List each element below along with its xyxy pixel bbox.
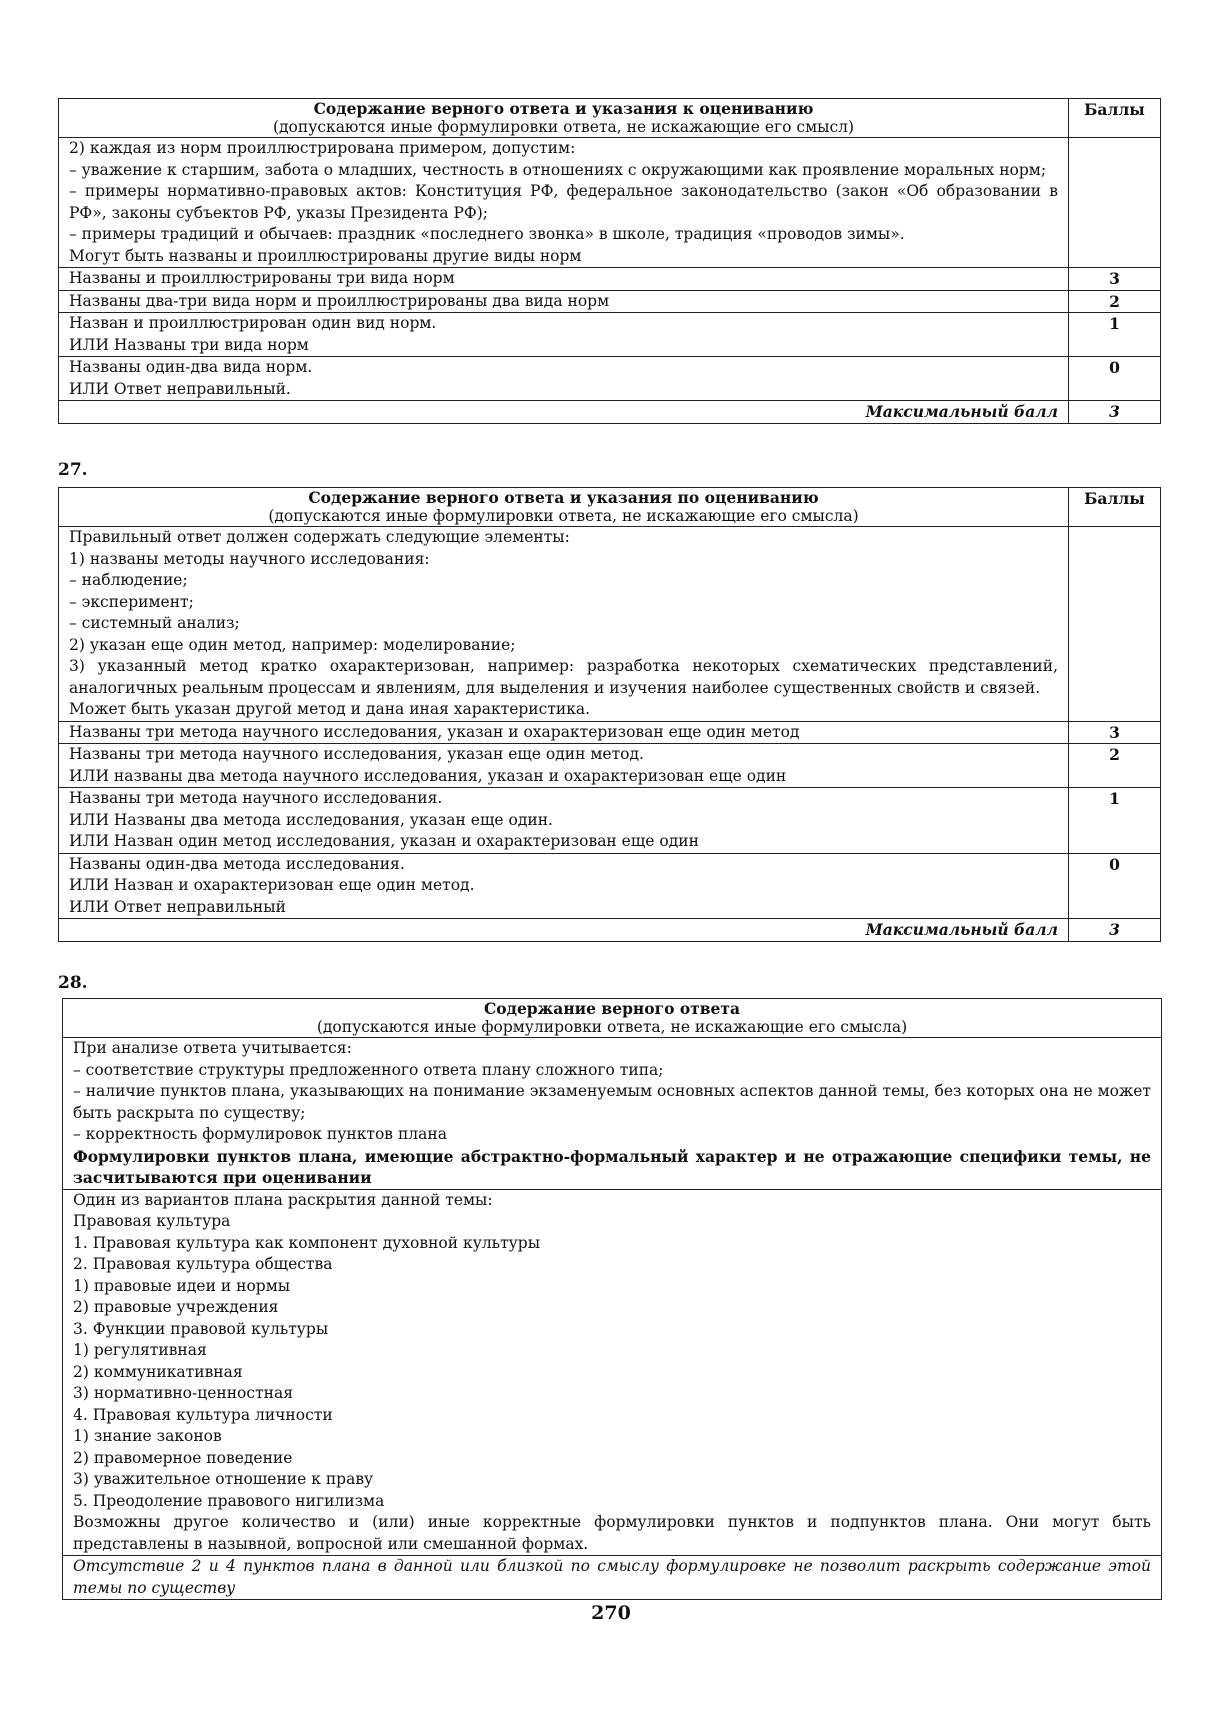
- content-row: [59, 527, 1161, 722]
- score-cell: 1: [1069, 313, 1161, 357]
- criteria-row: [59, 721, 1161, 744]
- score-cell: 2: [1069, 744, 1161, 788]
- score-cell: 0: [1069, 357, 1161, 401]
- criteria-line: Названы три метода научного исследования, указан и охарактеризован еще один метод: [69, 722, 800, 741]
- plan-line: Правовая культура: [73, 1212, 231, 1230]
- table-27: [58, 487, 1160, 942]
- table-28: [62, 998, 1162, 1600]
- content-row: [59, 138, 1161, 268]
- criteria-line: ИЛИ Назван один метод исследования, указан и охарактеризован еще один: [69, 832, 699, 850]
- content-line: – примеры традиций и обычаев: праздник «последнего звонка» в школе, традиция «проводов зимы».: [69, 225, 905, 243]
- analysis-line: – корректность формулировок пунктов плана: [73, 1125, 447, 1143]
- content-line: 3) указанный метод кратко охарактеризован, например: разработка некоторых схематических представлений, аналогичных реальным процессам и явлениям, для выделения и изучения наиболее существенных свойств и связей.: [69, 657, 1058, 697]
- plan-line: Один из вариантов плана раскрытия данной темы:: [73, 1190, 493, 1209]
- plan-row: [63, 1189, 1162, 1556]
- score-cell: 1: [1069, 788, 1161, 854]
- criteria-row: [59, 744, 1161, 788]
- plan-line: 1. Правовая культура как компонент духовной культуры: [73, 1233, 541, 1252]
- content-line: – наблюдение;: [69, 571, 188, 589]
- header-note: (допускаются иные формулировки ответа, не искажающие его смысл): [272, 118, 855, 136]
- plan-line: 2. Правовая культура общества: [73, 1255, 333, 1273]
- analysis-line: – соответствие структуры предложенного ответа плану сложного типа;: [73, 1060, 664, 1079]
- italic-note: Отсутствие 2 и 4 пунктов плана в данной или близкой по смыслу формулировке не позволит раскрыть содержание этой темы по существу: [73, 1557, 1151, 1597]
- criteria-line: ИЛИ названы два метода научного исследования, указан и охарактеризован еще один: [69, 766, 787, 785]
- plan-line: 3) нормативно-ценностная: [73, 1384, 293, 1402]
- content-line: – уважение к старшим, забота о младших, честность в отношениях с окружающими как проявление моральных норм;: [69, 160, 1047, 179]
- content-line: 1) названы методы научного исследования:: [69, 549, 430, 568]
- criteria-line: Названы три метода научного исследования.: [69, 789, 443, 807]
- analysis-line: При анализе ответа учитывается:: [73, 1039, 352, 1057]
- criteria-row: [59, 313, 1161, 357]
- header-title: Содержание верного ответа: [483, 999, 741, 1018]
- score-cell: 3: [1069, 721, 1161, 744]
- table-26: [58, 98, 1160, 424]
- plan-line: 2) коммуникативная: [73, 1362, 243, 1381]
- criteria-row: [59, 853, 1161, 919]
- content-line: – примеры нормативно-правовых актов: Конституция РФ, федеральное законодательство (закон «Об образовании в РФ», законы субъектов РФ, указы Президента РФ);: [69, 182, 1058, 222]
- criteria-line: Назван и проиллюстрирован один вид норм.: [69, 314, 437, 332]
- plan-line: 2) правомерное поведение: [73, 1448, 293, 1467]
- score-cell: 0: [1069, 853, 1161, 919]
- max-score-value: 3: [1069, 401, 1161, 424]
- content-line: Может быть указан другой метод и дана иная характеристика.: [69, 700, 591, 718]
- plan-line: 2) правовые учреждения: [73, 1298, 279, 1316]
- plan-line: Возможны другое количество и (или) иные корректные формулировки пунктов и подпунктов плана. Они могут быть представлены в назывной, вопросной или смешанной формах.: [73, 1513, 1151, 1553]
- criteria-line: Названы один-два вида норм.: [69, 358, 313, 376]
- content-line: – эксперимент;: [69, 592, 194, 611]
- criteria-row: [59, 268, 1161, 291]
- header-note: (допускаются иные формулировки ответа, не искажающие его смысла): [268, 507, 859, 525]
- score-cell: 2: [1069, 290, 1161, 313]
- max-score-row: [59, 401, 1161, 424]
- criteria-line: Названы и проиллюстрированы три вида норм: [69, 269, 455, 287]
- plan-line: 5. Преодоление правового нигилизма: [73, 1491, 385, 1510]
- max-score-row: [59, 919, 1161, 942]
- criteria-line: ИЛИ Названы три вида норм: [69, 335, 309, 354]
- content-line: – системный анализ;: [69, 614, 240, 632]
- max-score-label: Максимальный балл: [59, 919, 1069, 942]
- plan-line: 1) регулятивная: [73, 1341, 207, 1359]
- score-cell: 3: [1069, 268, 1161, 291]
- max-score-label: Максимальный балл: [59, 401, 1069, 424]
- criteria-line: ИЛИ Названы два метода исследования, указан еще один.: [69, 810, 553, 829]
- criteria-row: [59, 357, 1161, 401]
- analysis-bold-note: Формулировки пунктов плана, имеющие абстрактно-формальный характер и не отражающие специфики темы, не засчитываются при оценивании: [73, 1146, 1151, 1187]
- table-header-row: [59, 488, 1161, 527]
- note-row: [63, 1556, 1162, 1600]
- criteria-row: [59, 290, 1161, 313]
- page-number: 270: [591, 1602, 631, 1624]
- plan-line: 3) уважительное отношение к праву: [73, 1470, 374, 1488]
- analysis-line: – наличие пунктов плана, указывающих на понимание экзаменуемым основных аспектов данной темы, без которых она не может быть раскрыта по существу;: [73, 1082, 1151, 1122]
- criteria-line: Названы два-три вида норм и проиллюстрированы два вида норм: [69, 291, 610, 310]
- header-title: Содержание верного ответа и указания к оцениванию: [313, 99, 814, 118]
- content-line: Могут быть названы и проиллюстрированы другие виды норм: [69, 246, 582, 265]
- content-line: 2) указан еще один метод, например: моделирование;: [69, 635, 516, 654]
- plan-line: 4. Правовая культура личности: [73, 1405, 333, 1424]
- plan-line: 1) знание законов: [73, 1427, 222, 1445]
- criteria-line: ИЛИ Ответ неправильный: [69, 897, 286, 916]
- task-number-28: 28.: [58, 973, 88, 993]
- criteria-line: ИЛИ Ответ неправильный.: [69, 379, 291, 398]
- analysis-row: [63, 1038, 1162, 1190]
- content-line: Правильный ответ должен содержать следующие элементы:: [69, 528, 570, 546]
- score-header: Баллы: [1069, 99, 1161, 138]
- plan-line: 3. Функции правовой культуры: [73, 1319, 329, 1338]
- content-line: 2) каждая из норм проиллюстрирована примером, допустим:: [69, 139, 576, 157]
- score-header: Баллы: [1069, 488, 1161, 527]
- criteria-line: Названы один-два метода исследования.: [69, 854, 405, 873]
- table-header-row: [59, 99, 1161, 138]
- max-score-value: 3: [1069, 919, 1161, 942]
- task-number-27: 27.: [58, 460, 88, 480]
- header-note: (допускаются иные формулировки ответа, не искажающие его смысла): [316, 1018, 908, 1036]
- criteria-row: [59, 788, 1161, 854]
- criteria-line: ИЛИ Назван и охарактеризован еще один метод.: [69, 876, 475, 894]
- table-header-row: [63, 999, 1162, 1038]
- plan-line: 1) правовые идеи и нормы: [73, 1276, 291, 1295]
- header-title: Содержание верного ответа и указания по оцениванию: [308, 488, 819, 507]
- criteria-line: Названы три метода научного исследования, указан еще один метод.: [69, 745, 644, 763]
